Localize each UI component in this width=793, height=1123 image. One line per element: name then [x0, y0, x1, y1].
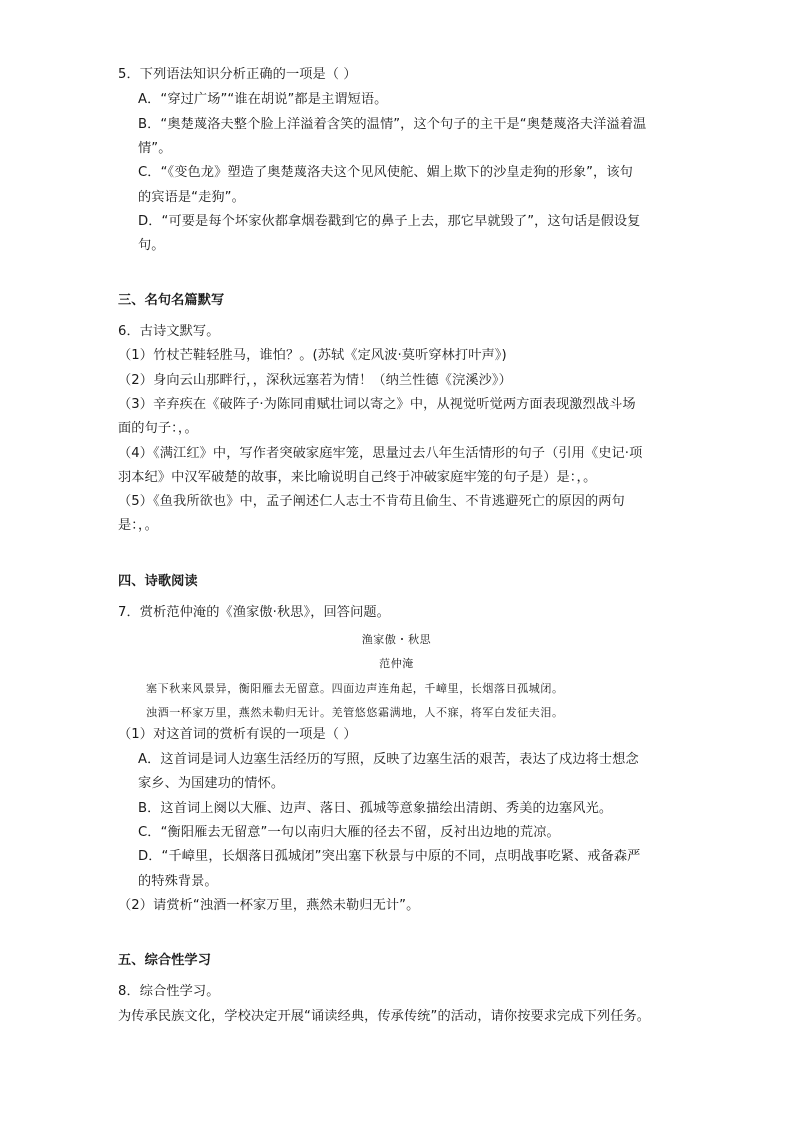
- option-7d-line2: 的特殊背景。: [138, 874, 218, 889]
- option-b-line1: B．“奥楚蔑洛夫整个脸上洋溢着含笑的温情”，这个句子的主干是“奥楚蔑洛夫洋溢着温: [138, 117, 647, 132]
- option-7d-line1: D．“千嶂里，长烟落日孤城闭”突出塞下秋景与中原的不同，点明战事吃紧、戒备森严: [138, 849, 641, 864]
- option-7a-line1: A．这首词是词人边塞生活经历的写照，反映了边塞生活的艰苦，表达了戍边将士想念: [138, 752, 639, 767]
- item-6-2: （2）身向云山那畔行，，深秋远塞若为情！（纳兰性德《浣溪沙》）: [118, 373, 512, 388]
- option-c-line1: C．“《变色龙》塑造了奥楚蔑洛夫这个见风使舵、媚上欺下的沙皇走狗的形象”，该句: [138, 165, 633, 180]
- poem-title: 渔家傲・秋思: [361, 633, 432, 646]
- poem-line-1: 塞下秋来风景异，衡阳雁去无留意。四面边声连角起，千嶂里，长烟落日孤城闭。: [146, 682, 564, 695]
- section-4-heading: 四、诗歌阅读: [118, 574, 198, 589]
- item-6-5-line1: （5）《鱼我所欲也》中，孟子阐述仁人志士不肯苟且偷生、不肯逃避死亡的原因的两句: [118, 494, 625, 509]
- option-b-line2: 情”。: [138, 141, 172, 156]
- item-6-4-line1: （4）《满江红》中，写作者突破家庭牢笼，思量过去八年生活情形的句子（引用《史记·项: [118, 446, 643, 461]
- item-6-4-line2: 羽本纪》中汉军破楚的故事，来比喻说明自己终于冲破家庭牢笼的句子是）是：，。: [118, 470, 597, 485]
- option-7b: B．这首词上阕以大雁、边声、落日、孤城等意象描绘出清朗、秀美的边塞风光。: [138, 801, 613, 816]
- poem-author: 范仲淹: [379, 657, 414, 670]
- question-7-stem: 7．赏析范仲淹的《渔家傲·秋思》，回答问题。: [118, 605, 390, 620]
- option-c-line2: 的宾语是“走狗”。: [138, 190, 245, 205]
- option-a: A．“穿过广场”“谁在胡说”都是主谓短语。: [138, 92, 388, 107]
- item-6-5-line2: 是：，。: [118, 518, 158, 533]
- option-7c: C．“衡阳雁去无留意”一句以南归大雁的径去不留，反衬出边地的荒凉。: [138, 825, 560, 840]
- item-6-1: （1）竹杖芒鞋轻胜马，谁怕？。(苏轼《定风波·莫听穿林打叶声》): [118, 348, 507, 363]
- sub-question-2: （2）请赏析“浊酒一杯家万里，燕然未勒归无计”。: [118, 898, 420, 913]
- section-5-heading: 五、综合性学习: [118, 953, 212, 968]
- question-6-stem: 6．古诗文默写。: [118, 324, 220, 339]
- poem-line-2: 浊酒一杯家万里，燕然未勒归无计。羌管悠悠霜满地，人不寐，将军白发征夫泪。: [146, 706, 564, 719]
- option-d-line2: 句。: [138, 238, 165, 253]
- option-7a-line2: 家乡、为国建功的情怀。: [138, 776, 285, 791]
- question-8-intro: 为传承民族文化，学校决定开展“诵读经典，传承传统”的活动，请你按要求完成下列任务。: [118, 1009, 651, 1024]
- item-6-3-line2: 面的句子：，。: [118, 421, 198, 436]
- item-6-3-line1: （3）辛弃疾在《破阵子·为陈同甫赋壮词以寄之》中，从视觉听觉两方面表现激烈战斗场: [118, 397, 636, 412]
- section-3-heading: 三、名句名篇默写: [118, 293, 225, 308]
- sub-question-1: （1）对这首词的赏析有误的一项是（ ）: [118, 727, 357, 742]
- option-d-line1: D．“可要是每个坏家伙都拿烟卷戳到它的鼻子上去，那它早就毁了”，这句话是假设复: [138, 214, 641, 229]
- question-5-stem: 5．下列语法知识分析正确的一项是（ ）: [118, 67, 357, 82]
- question-8-stem: 8．综合性学习。: [118, 984, 220, 999]
